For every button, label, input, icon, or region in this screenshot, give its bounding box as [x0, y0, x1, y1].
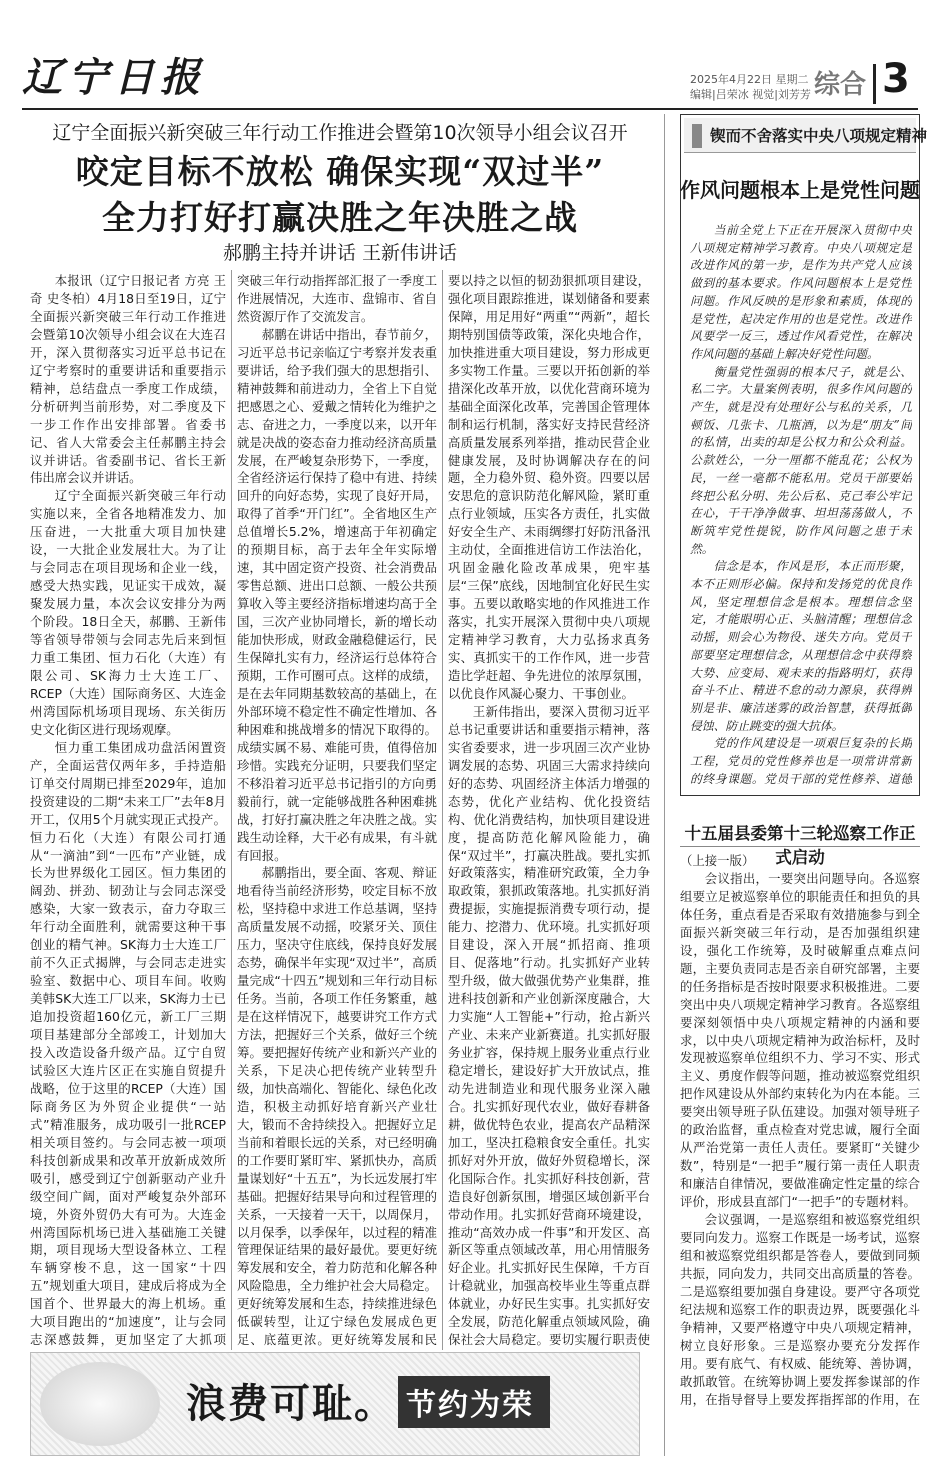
news2-body [680, 852, 920, 1408]
commentary-paragraph: 当前全党上下正在开展深入贯彻中央八项规定精神学习教育。中央八项规定是改进作风的第一步，是作为共产党人应该做到的基本要求。作风问题根本上是党性问题。作风反映的是形象和素质，体现的是党性，起决定作用的也是党性。改进作风要学一反三，透过作风看党性，在解决作风问题的基础上解决好党性问题。 [690, 223, 912, 361]
column-banner-title: 锲而不舍落实中央八项规定精神 [710, 127, 928, 145]
commentary-paragraph: 党的作风建设是一项艰巨复杂的长期工程，党员的党性修养也是一项常讲常新的终身课题。党员干部的党性修养、道德 [690, 736, 912, 786]
header-rule [22, 108, 918, 110]
article-paragraph: 郝鹏指出，要全面、客观、辩证地看待当前经济形势，咬定目标不放松，坚持稳中求进工作总基调，坚持高质量发展不动摇，咬紧牙关、顶住压力，坚决守住底线，保持良好发展态势，确保半年实现“双过半”，高质量完成“十四五”规划和三年行动目标任务。当前，各项工作任务繁重，越是在这样情况下，越要讲究工作方式方法，把握好三个关系，做好三个统筹。要把握好传统产业和新兴产业的关系，下足决心把传统产业转型升级，加快高端化、智能化、绿色化改造，积极主动抓好培育新兴产业壮大，锻而不舍持续投入。把握好立足当前和着眼长远的关系，对已经明确的工作要盯紧盯牢、紧抓快办，高质量谋划好“十五五”，为长远发展打牢基础。把握好结果导向和过程管理的关系，一天接着一天干，以周保月，以月保季，以季保年，以过程的精准管理保证结果的最好最优。要更好统筹发展和安全，着力防范和化解各种风险隐患，全力维护社会大局稳定。更好统筹发展和生态，持续推进绿色低碳转型，让辽宁绿色发展成色更足、底蕴更浓。更好统筹发展和民 [237, 865, 437, 1348]
column-divider [231, 270, 232, 1350]
continued-note: （上接一版） [680, 853, 755, 868]
banner-slogan-boxed: 节约为荣 [406, 1388, 534, 1423]
article-column-3 [448, 272, 650, 1350]
article-paragraph: 突破三年行动指挥部汇报了一季度工作进展情况，大连市、盘锦市、省自然资源厅作了交流发言。 [237, 273, 437, 324]
article-kicker: 辽宁全面振兴新突破三年行动工作推进会暨第10次领导小组会议召开 [52, 122, 628, 144]
header-meta [690, 72, 811, 102]
page-number-divider [873, 64, 876, 104]
article-column-2 [237, 272, 437, 1350]
issue-date: 2025年4月22日 星期二 [690, 73, 809, 86]
article-column-1 [30, 272, 226, 1350]
news2-paragraph: 会议指出，一要突出问题导向。各巡察组要立足被巡察单位的职能责任和担负的具体任务，重点看是否采取有效措施参与到全面振兴新突破三年行动，是否加强组织建设，强化工作统筹，及时破解重点难点问题，主要负责同志是否亲自研究部署，主要的任务指标是否按时限要求积极推进。二要突出中央八项规定精神学习教育。各巡察组要深刻领悟中央八项规定精神的内涵和要求，以中央八项规定精神为政治标杆，及时发现被巡察单位组织不力、学习不实、形式主义、勇度作假等问题，推动被巡察党组织把作风建设从外部约束转化为内在本能。三要突出领导班子队伍建设。加强对领导班子的政治监督，重点检查对党忠诚，履行全面从严治党第一责任人责任。要紧盯“关键少数”，特别是“一把手”履行第一责任人职责和廉洁自律情况，要做准确定性定量的综合评价，形成县直部门“一把手”的专题材料。 [680, 870, 920, 1210]
news2-paragraph: 会议强调，一是巡察组和被巡察党组织要同向发力。巡察工作既是一场考试，巡察组和被巡察党组织都是答卷人，要做到同频共振，同向发力，共同交出高质量的答卷。二是巡察组要加强自身建设。要严守各项党纪法规和巡察工作的职责边界，既要强化斗争精神，又要严格遵守中央八项规定精神，树立良好形象。三是巡察办要充分发挥作用。要有底气、有权威、能统筹、善协调，敢抓敢管。在统筹协调上要发挥参谋部的作用，在指导督导上要发挥指挥部的作用，在 [680, 1212, 920, 1407]
article-paragraph: 王新伟指出，要深入贯彻习近平总书记重要讲话和重要指示精神，落实省委要求，进一步巩固三次产业协调发展的态势、巩固三大需求持续向好的态势、巩固经济主体活力增强的态势，优化产业结构、优化投资结构、优化消费结构，加快项目建设进度，提高防范化解风险能力，确保“双过半”，打赢决胜战。要扎实抓好政策落实，精准研究政策，全力争取政策，狠抓政策落地。扎实抓好消费提振，实施提振消费专项行动，提能力、挖潜力、优环境。扎实抓好项目建设，深入开展“抓招商、推项目、促落地”行动。扎实抓好产业转型升级，做大做强优势产业集群，推进科技创新和产业创新深度融合，大力实施“人工智能+”行动，抢占新兴产业、未来产业新赛道。扎实抓好服务业扩容，保持规上服务业重点行业稳定增长，建设好扩大开放试点，推动先进制造业和现代服务业深入融合。扎实抓好现代农业，做好春耕备耕，做优特色农业，提高农产品精深加工，坚决扛稳粮食安全重任。扎实抓好对外开放，做好外贸稳增长，深化国际合作。扎实抓好科技创新，营造良好创新氛围，增强区域创新平台带动作用。扎实抓好营商环境建设，推动“高效办成一件事”和开发区、高新区等重点领域改革，用心用情服务好企业。扎实抓好民生保障，千方百计稳就业，加强高校毕业生等重点群体就业，办好民生实事。扎实抓好安全发展，防范化解重点领域风险，确保社会大局稳定。要切实履行职责使 [448, 703, 650, 1348]
commentary-paragraph: 衡量党性强弱的根本尺子，就是公、私二字。大量案例表明，很多作风问题的产生，就是没有处理好公与私的关系，几顿饭、几张卡、几瓶酒，以为是“朋友”间的私情，出卖的却是公权力和公众利益。公款姓公，一分一厘都不能乱花；公权为民，一丝一毫都不能私用。党员干部要始终把公私分明、先公后私、克己奉公牢记在心，干干净净做事、坦坦荡荡做人，不断筑牢党性提锐，防作风问题之患于未然。 [690, 364, 912, 556]
section-name: 综合 [814, 70, 867, 100]
news2-title: 十五届县委第十三轮巡察工作正式启动 [684, 824, 916, 867]
commentary-title: 作风问题根本上是党性问题 [680, 178, 920, 202]
article-headline-line1: 咬定目标不放松 确保实现“双过半” [75, 152, 605, 191]
news2-rule [680, 846, 920, 847]
article-paragraph: 本报讯（辽宁日报记者 方亮 王奇 史冬柏）4月18日至19日，辽宁全面振兴新突破三年行动工作推进会暨第10次领导小组会议在大连召开，深入贯彻落实习近平总书记在辽宁考察时的重要讲话和重要指示精神，总结盘点一季度工作成绩，分析研判当前形势，对二季度及下一步工作作出安排部署。省委书记、省人大常委会主任郝鹏主持会议并讲话。省委副书记、省长王新伟出席会议并讲话。 [30, 273, 226, 486]
article-subhead: 郝鹏主持并讲话 王新伟讲话 [222, 242, 458, 264]
article-paragraph: 恒力重工集团成功盘活闲置资产，全面运营仅两年多，手持造船订单交付周期已排至2029年，追加投资建设的二期“未来工厂”去年8月开工，仅用5个月就实现正式投产。恒力石化（大连）有限公司打通从“一滴油”到“一匹布”产业链，成长为世界级化工园区。恒力集团的阔劲、拼劲、韧劲让与会同志深受感染，大家一致表示，奋力夺取三年行动全面胜利，就需要这种干事创业的精气神。SK海力士大连工厂前不久正式揭牌，与会同志走进实验室、数据中心、项目车间。收购美韩SK大连工厂以来，SK海力士已追加投资超160亿元，新工厂三期项目基建部分全部竣工，计划加大投入改造设备升级产品。辽宁自贸试验区大连片区正在实施自贸提升战略，位于这里的RCEP（大连）国际商务区为外贸企业提供“一站式”精准服务，成功吸引一批RCEP相关项目签约。与会同志被一项项科技创新成果和改革开放新成效所吸引，感受到辽宁创新驱动产业升级空间广阔，面对严峻复杂外部环境，外资外贸仍大有可为。大连金州湾国际机场已进入基础施工关键期，项目现场大型设备林立、工程车辆穿梭不息，这一国家“十四五”规划重大项目，建成后将成为全国首个、世界最大的海上机场。重大项目跑出的“加速度”，让与会同志深感鼓舞，更加坚定了大抓项 [30, 739, 226, 1348]
article-paragraph: 郝鹏在讲话中指出，春节前夕，习近平总书记亲临辽宁考察并发表重要讲话，给予我们强大的思想指引、精神鼓舞和前进动力，全省上下自觉把感恩之心、爱戴之情转化为维护之志、奋进之力，一季度以来，以开年就是决战的姿态奋力推动经济高质量发展，在严峻复杂形势下，一季度，全省经济运行保持了稳中有进、持续回升的向好态势，实现了良好开局，取得了首季“开门红”。全省地区生产总值增长5.2%，增速高于年初确定的预期目标，高于去年全年实际增速，其中固定资产投资、社会消费品零售总额、进出口总额、一般公共预算收入等主要经济指标增速均高于全国，三次产业协同增长，新的增长动能加快形成，财政金融稳健运行，民生保障扎实有力，经济运行总体符合预期，工作可圈可点。这样的成绩，是在去年同期基数较高的基础上，在外部环境不稳定性不确定性增加、各种困难和挑战增多的情况下取得的。成绩实属不易、难能可贵，值得倍加珍惜。实践充分证明，只要我们坚定不移沿着习近平总书记指引的方向勇毅前行，就一定能够战胜各种困难挑战，打好打赢决胜之年决胜之战。实践生动诠释，大干必有成果，有斗就有回报。 [237, 326, 437, 863]
commentary-paragraph: 信念是本，作风是形，本正而形聚，本不正则形必偏。保持和发扬党的优良作风，坚定理想信念是根本。理想信念坚定，才能眼明心正、头脑清醒；理想信念动摇，则会心为物役、迷失方向。党员干部要坚定理想信念，从理想信念中获得察大势、应变局、观未来的指路明灯，获得奋斗不止、精进不怠的动力源泉，获得辨别是非、廉洁迷雾的政治智慧，获得抵御侵蚀、防止跳变的强大抗体。 [690, 559, 912, 733]
section-divider [664, 114, 665, 1456]
page-number: 3 [882, 56, 910, 102]
banner-bar-icon [692, 124, 702, 148]
article-paragraph: 辽宁全面振兴新突破三年行动实施以来，全省各地精准发力、加压奋进，一大批重大项目加快建设，一大批企业发展壮大。为了让与会同志在项目现场和企业一线，感受大热实践，见证实干成效，凝聚发展力量，本次会议安排分为两个阶段。18日全天，郝鹏、王新伟等省领导带领与会同志先后来到恒力重工集团、恒力石化（大连）有限公司、SK海力士大连工厂、RCEP（大连）国际商务区、大连金州湾国际机场项目现场、东关街历史文化街区进行现场观摩。 [30, 488, 226, 737]
article-headline-line2: 全力打好打赢决胜之年决胜之战 [102, 198, 578, 237]
banner-slogan-main: 浪费可耻。 [186, 1380, 396, 1427]
commentary-body [690, 222, 912, 790]
masthead: 辽宁日报 [22, 54, 206, 101]
column-divider [442, 270, 443, 1350]
editor-credits: 编辑|吕荣冰 视觉|刘芳芳 [690, 88, 811, 101]
article-paragraph: 要以持之以恒的韧劲狠抓项目建设，强化项目跟踪推进，谋划储备和要素保障，用足用好“两重”“两新”，超长期特别国债等政策，深化央地合作，加快推进重大项目建设，努力形成更多实物工作量。三要以开拓创新的举措深化改革开放，以优化营商环境为基础全面深化改革，完善国企管理体制和运行机制，落实好支持民营经济高质量发展系列举措，推动民营企业健康发展，及时协调解决存在的问题，全力稳外贸、稳外资。四要以居安思危的意识防范化解风险，紧盯重点行业领域，压实各方责任，扎实做好安全生产、未雨绸缪打好防汛备汛主动仗，全面推进信访工作法治化，巩固金融化险改革成果，兜牢基层“三保”底线，因地制宜化好民生实事。五要以敢略实地的作风推进工作落实，扎实开展深入贯彻中央八项规定精神学习教育，大力弘扬求真务实、真抓实干的工作作风，进一步营造比学赶超、争先进位的浓厚氛围，以优良作风凝心聚力、干事创业。 [448, 273, 650, 701]
rice-bowl-icon [40, 1362, 160, 1446]
